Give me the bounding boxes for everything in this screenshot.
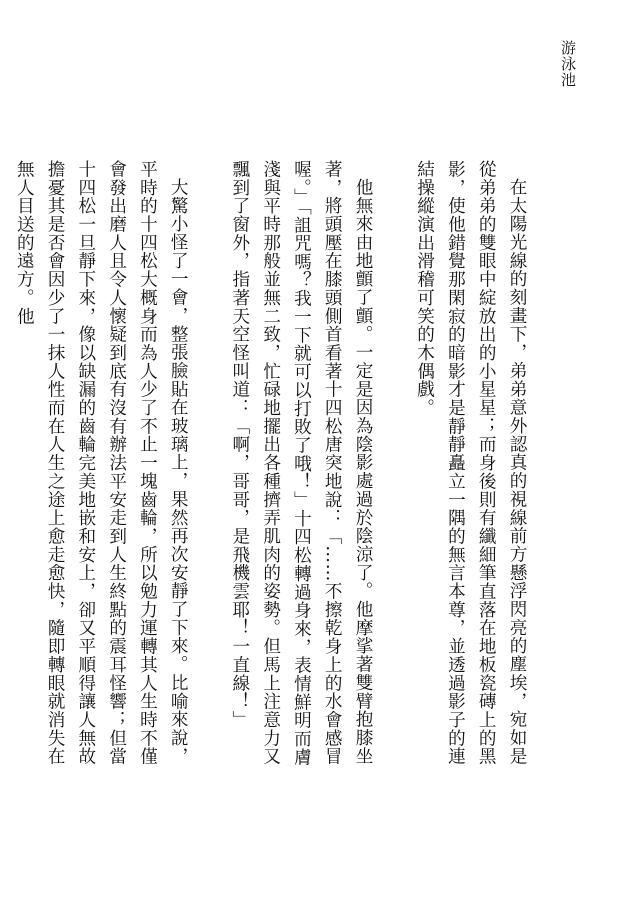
running-title: 游泳池: [559, 40, 577, 88]
paragraph-1: 在太陽光線的刻畫下，弟弟意外認真的視線前方懸浮閃亮的塵埃，宛如是從弟弟的雙眼中綻放出的小星星；而身後則有纖細筆直落在地板瓷磚上的黑影，使他錯覺那閑寂的暗影才是靜靜矗立一隅的無言本尊，並透過影子的連結操縱演出滑稽可笑的木偶戲。: [414, 160, 527, 766]
paragraph-2: 他無來由地顫了顫。一定是因為陰影處過於陰涼了。他摩挲著雙臂抱膝坐著，將頭壓在膝頭側首看著十四松唐突地說：「……不擦乾身上的水會感冒喔。」「詛咒嗎？我一下就可以打敗了哦！」十四松轉過身來，表情鮮明而膚淺與平時那般並無二致，忙碌地擺出各種擠弄肌肉的姿勢。但馬上注意力又飄到了窗外，指著天空怪叫道：「啊，哥哥，是飛機雲耶！一直線！」: [229, 160, 374, 767]
body-text: [14, 160, 532, 780]
paragraph-3: 大驚小怪了一會，整張臉貼在玻璃上，果然再次安靜了下來。比喻來說，平時的十四松大概身而為人少了不止一塊齒輪，所以勉力運轉其人生時不僅會發出磨人且令人懷疑到底有沒有辦法平安走到人生終點的震耳怪響；但當十四松一旦靜下來，像以缺漏的齒輪完美地嵌和安上，卻又平順得讓人無故擔憂其是否會因少了一抹人性而在人生之途上愈走愈快，隨即轉眼就消失在無人目送的遠方。他: [14, 160, 189, 766]
